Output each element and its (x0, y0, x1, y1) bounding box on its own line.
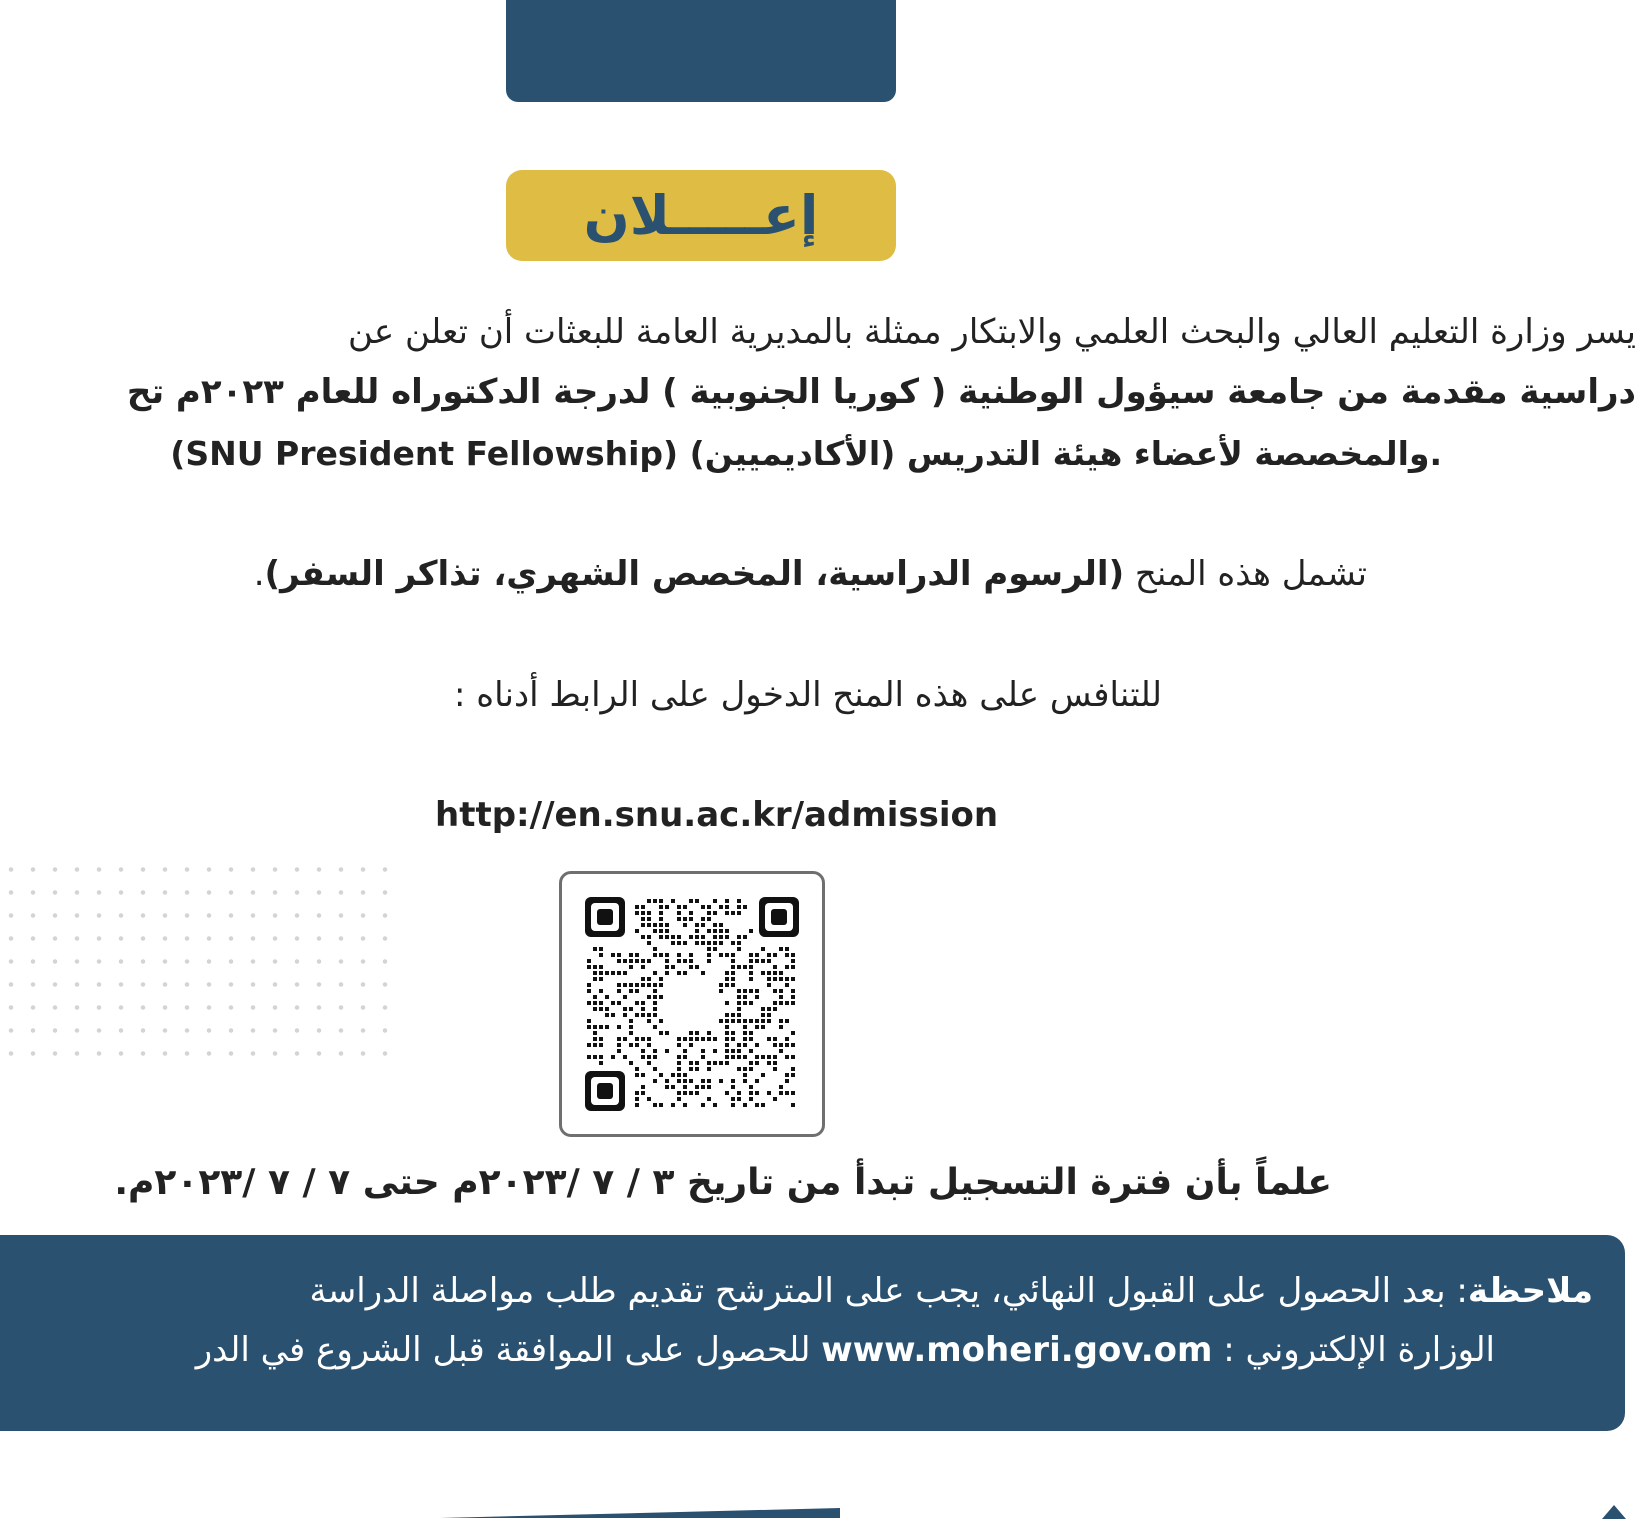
decorative-corner-arrow (1602, 1505, 1626, 1519)
coverage-line (254, 554, 1367, 594)
apply-instruction: للتنافس على هذه المنح الدخول على الرابط أدناه : (454, 675, 1162, 715)
body-line-3: (SNU President Fellowship) والمخصصة لأعضاء هيئة التدريس (الأكاديميين). (170, 434, 1442, 473)
coverage-items: (الرسوم الدراسية، المخصص الشهري، تذاكر السفر) (264, 554, 1125, 594)
qr-code-icon (585, 897, 799, 1111)
qr-code-frame (559, 871, 825, 1137)
admission-link[interactable]: http://en.snu.ac.kr/admission (435, 795, 999, 835)
coverage-prefix: تشمل هذه المنح (1124, 554, 1367, 594)
ministry-website-link[interactable]: www.moheri.gov.om (821, 1330, 1213, 1370)
header-banner (506, 0, 896, 102)
note-line-1 (310, 1271, 1593, 1311)
note-line-2-prefix: الوزارة الإلكتروني : (1212, 1330, 1495, 1370)
note-text: : بعد الحصول على القبول النهائي، يجب على المترشح تقديم طلب مواصلة الدراسة (309, 1271, 1468, 1311)
note-label: ملاحظة (1467, 1271, 1593, 1311)
body-line-2: دراسية مقدمة من جامعة سيؤول الوطنية ( كوريا الجنوبية ) لدرجة الدكتوراه للعام ٢٠٢٣م تح (126, 372, 1636, 412)
note-line-2 (196, 1330, 1495, 1370)
note-line-2-suffix: للحصول على الموافقة قبل الشروع في الدر (195, 1330, 822, 1370)
note-panel (0, 1235, 1625, 1431)
decorative-dots (0, 858, 390, 1063)
registration-period: علماً بأن فترة التسجيل تبدأ من تاريخ ٣ / ٧ /٢٠٢٣م حتى ٧ / ٧ /٢٠٢٣م. (114, 1162, 1332, 1203)
coverage-suffix: . (253, 554, 265, 594)
decorative-bottom-wedge (440, 1508, 840, 1518)
announcement-title: إعـــــلان (583, 183, 819, 247)
body-line-1: يسر وزارة التعليم العالي والبحث العلمي والابتكار ممثلة بالمديرية العامة للبعثات أن تعلن عن (348, 312, 1636, 352)
announcement-badge (506, 170, 896, 261)
